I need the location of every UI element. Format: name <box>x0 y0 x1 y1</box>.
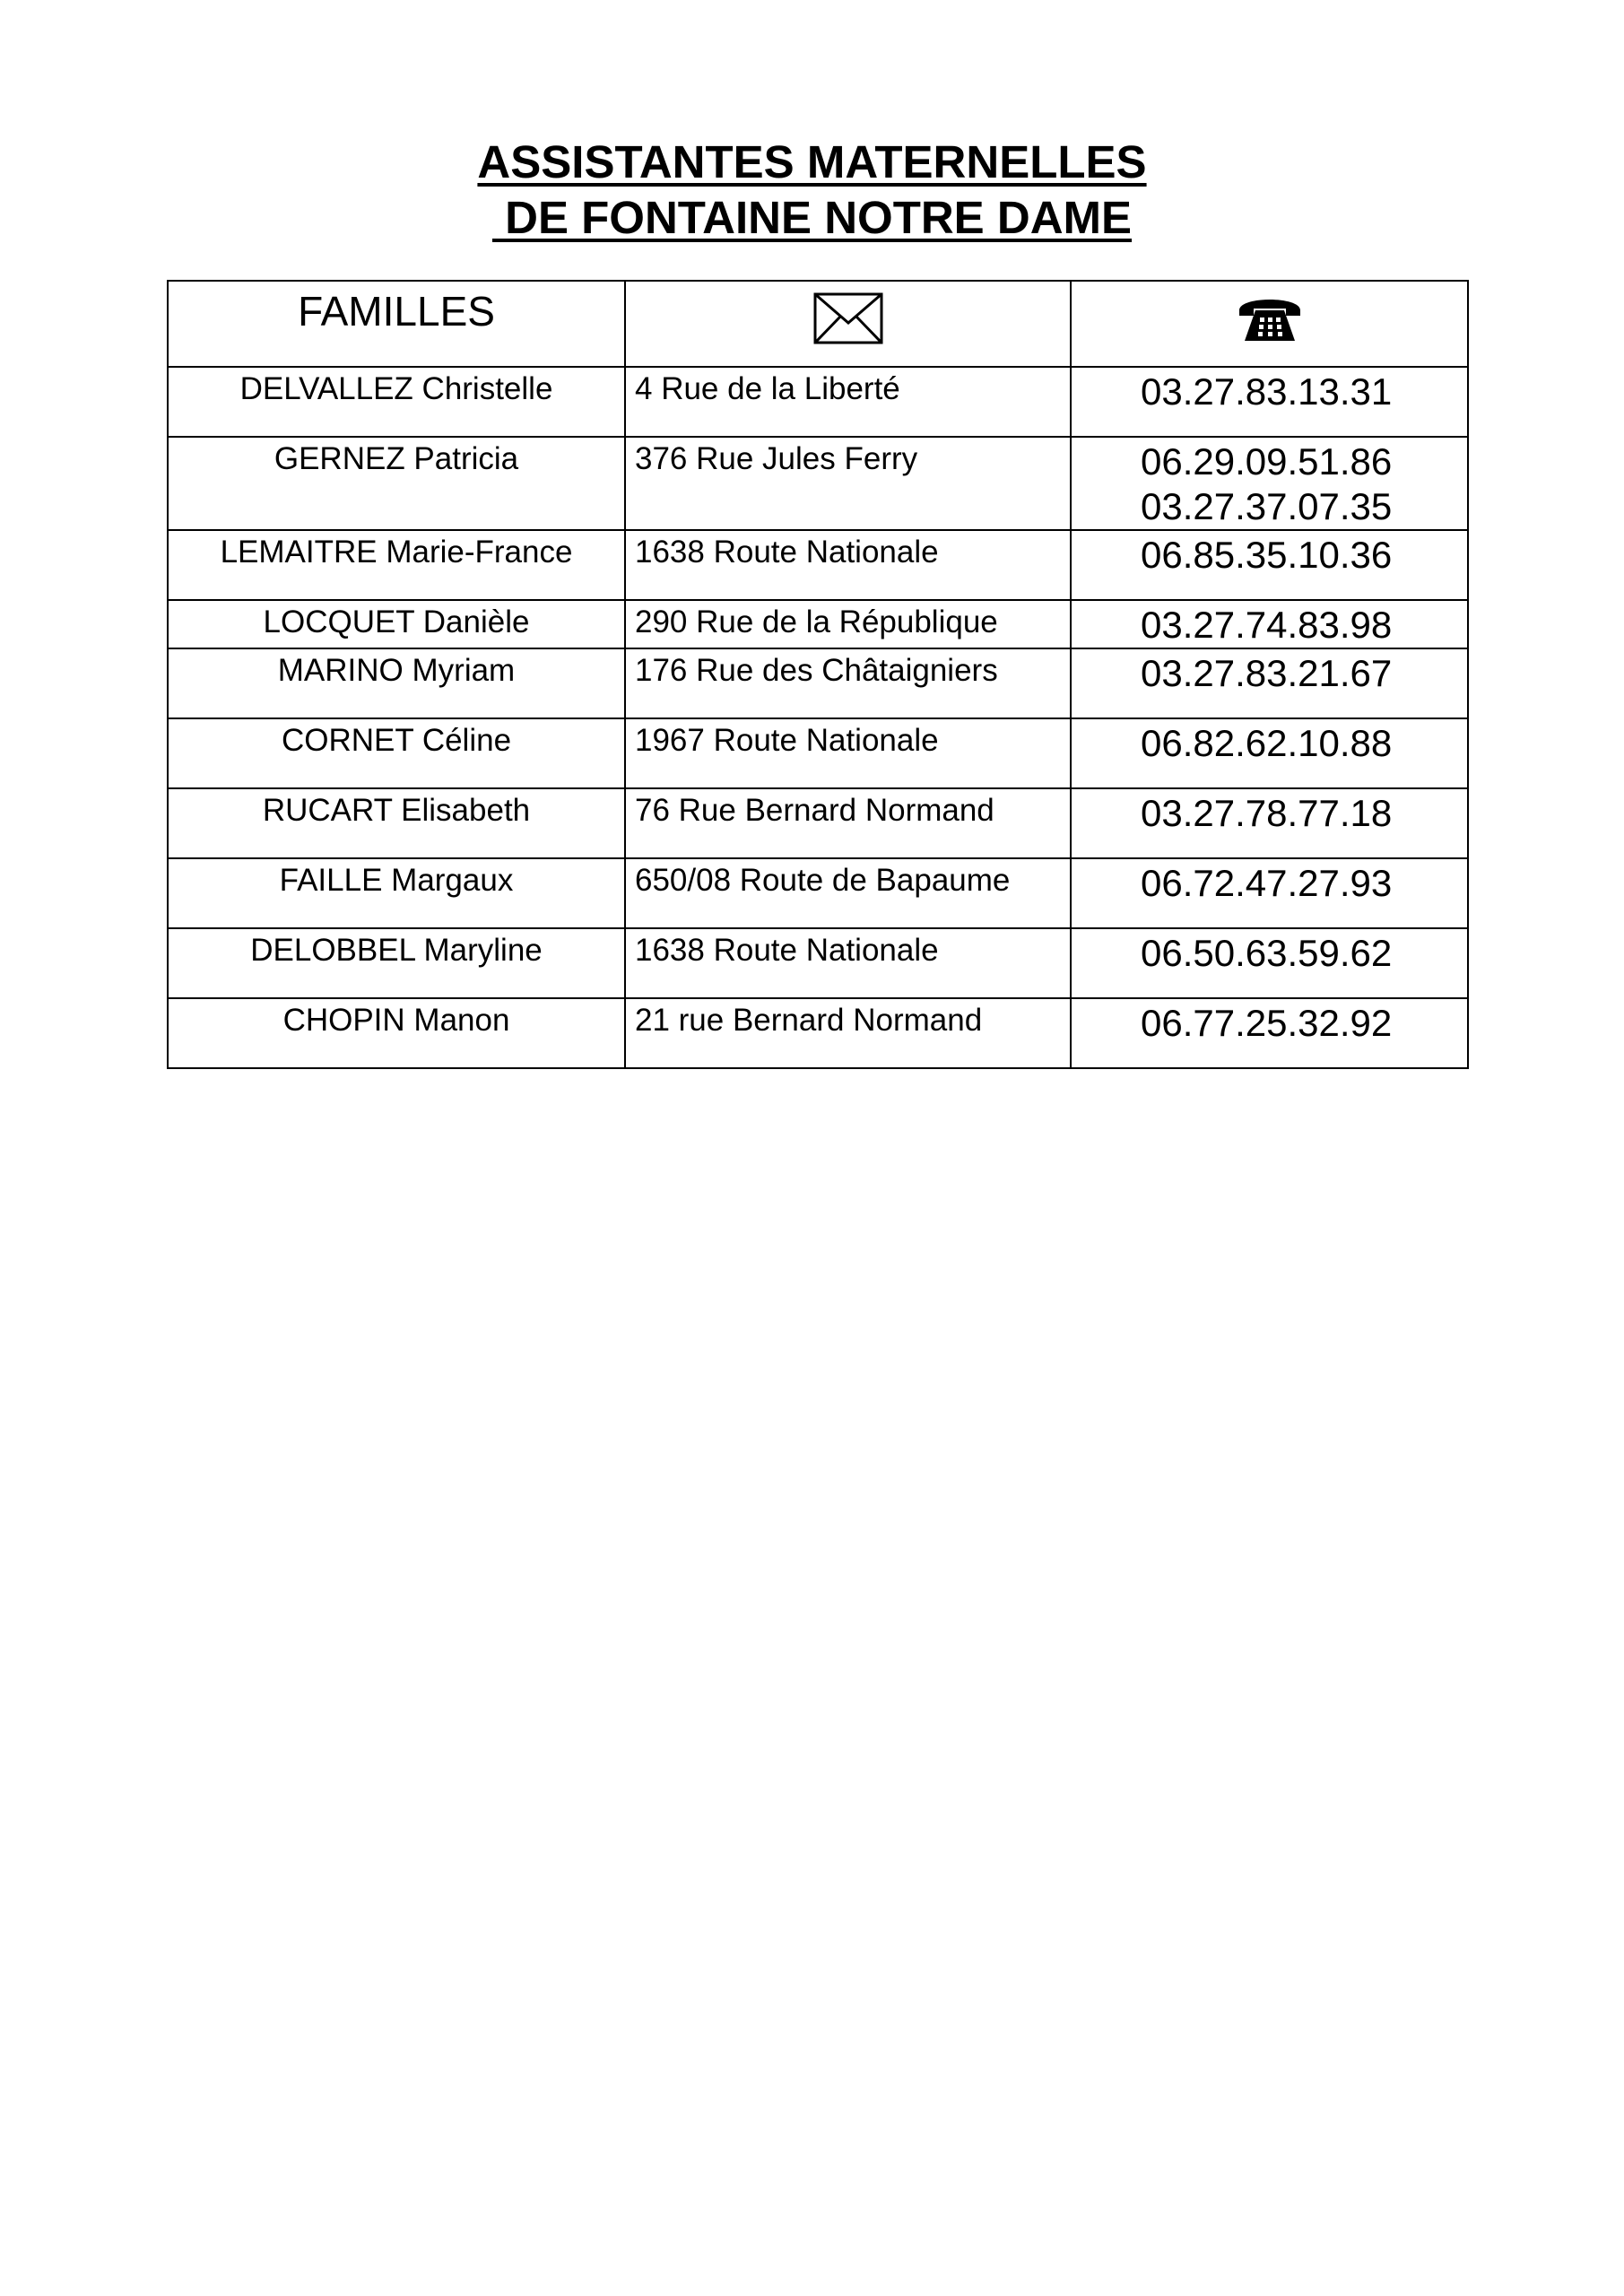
table-row <box>168 648 1468 718</box>
family-name: GERNEZ Patricia <box>168 437 625 530</box>
table-row <box>168 530 1468 600</box>
table-row <box>168 600 1468 648</box>
table-row <box>168 718 1468 788</box>
table-row <box>168 788 1468 858</box>
phone-header <box>1071 281 1468 367</box>
address: 290 Rue de la République <box>625 600 1071 648</box>
phone-number: 03.27.83.13.31 <box>1141 370 1393 413</box>
phone <box>1071 928 1468 998</box>
phone-number: 06.29.09.51.86 <box>1141 440 1393 483</box>
address: 1638 Route Nationale <box>625 530 1071 600</box>
phone-number: 03.27.83.21.67 <box>1141 652 1393 694</box>
title-line-2: DE FONTAINE NOTRE DAME <box>491 192 1133 243</box>
table-header-row <box>168 281 1468 367</box>
phone <box>1071 858 1468 928</box>
phone-number: 03.27.78.77.18 <box>1141 792 1393 834</box>
page-title <box>0 135 1624 246</box>
family-name: DELVALLEZ Christelle <box>168 367 625 437</box>
family-name: LEMAITRE Marie-France <box>168 530 625 600</box>
phone <box>1071 437 1468 530</box>
address: 176 Rue des Châtaigniers <box>625 648 1071 718</box>
phone-number: 06.77.25.32.92 <box>1141 1002 1393 1044</box>
phone <box>1071 998 1468 1068</box>
family-name: RUCART Elisabeth <box>168 788 625 858</box>
address: 1967 Route Nationale <box>625 718 1071 788</box>
address: 1638 Route Nationale <box>625 928 1071 998</box>
phone <box>1071 718 1468 788</box>
phone-number: 06.82.62.10.88 <box>1141 722 1393 764</box>
phone <box>1071 648 1468 718</box>
table-row <box>168 367 1468 437</box>
phone-number: 03.27.74.83.98 <box>1141 604 1393 646</box>
table-row <box>168 998 1468 1068</box>
envelope-icon <box>813 292 883 344</box>
table-row <box>168 437 1468 530</box>
table-row <box>168 858 1468 928</box>
family-name: FAILLE Margaux <box>168 858 625 928</box>
address: 4 Rue de la Liberté <box>625 367 1071 437</box>
families-header: FAMILLES <box>168 281 625 367</box>
family-name: LOCQUET Danièle <box>168 600 625 648</box>
address: 650/08 Route de Bapaume <box>625 858 1071 928</box>
telephone-icon <box>1236 292 1304 344</box>
family-name: MARINO Myriam <box>168 648 625 718</box>
table-row <box>168 928 1468 998</box>
address: 21 rue Bernard Normand <box>625 998 1071 1068</box>
phone <box>1071 367 1468 437</box>
childminders-table <box>167 280 1469 1069</box>
title-line-1: ASSISTANTES MATERNELLES <box>477 136 1147 187</box>
phone-number: 06.72.47.27.93 <box>1141 862 1393 904</box>
family-name: CHOPIN Manon <box>168 998 625 1068</box>
family-name: CORNET Céline <box>168 718 625 788</box>
family-name: DELOBBEL Maryline <box>168 928 625 998</box>
phone-number: 03.27.37.07.35 <box>1141 485 1393 527</box>
phone <box>1071 530 1468 600</box>
phone-number: 06.85.35.10.36 <box>1141 534 1393 576</box>
address-header <box>625 281 1071 367</box>
address: 76 Rue Bernard Normand <box>625 788 1071 858</box>
phone <box>1071 600 1468 648</box>
phone-number: 06.50.63.59.62 <box>1141 932 1393 974</box>
phone <box>1071 788 1468 858</box>
address: 376 Rue Jules Ferry <box>625 437 1071 530</box>
